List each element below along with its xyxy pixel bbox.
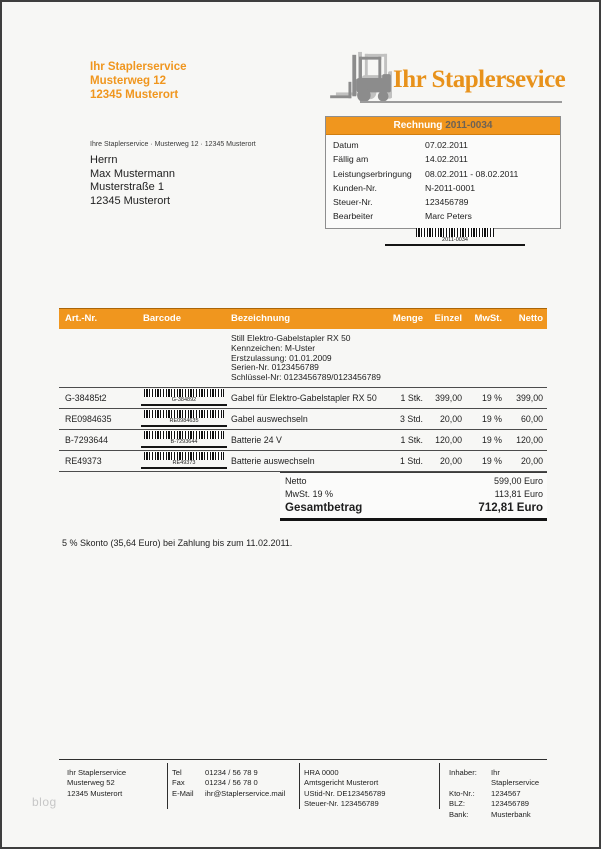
- col-einzel: Einzel: [434, 313, 462, 324]
- row-barcode: RE49373: [141, 452, 227, 469]
- recipient-name: Max Mustermann: [90, 167, 175, 180]
- barcode-image: [144, 389, 224, 397]
- barcode-image: [144, 410, 224, 418]
- col-art-nr: Art.-Nr.: [65, 313, 98, 324]
- total-netto: Netto 599,00 Euro: [285, 476, 543, 486]
- company-header: [90, 60, 187, 102]
- skonto-note: 5 % Skonto (35,64 Euro) bei Zahlung bis zum 11.02.2011.: [62, 538, 293, 548]
- watermark: blog: [32, 795, 57, 809]
- sender-line: Ihre Staplerservice · Musterweg 12 · 12345 Musterort: [90, 141, 256, 148]
- row-barcode: G-384892: [141, 389, 227, 406]
- footer-company-address: Ihr Staplerservice Musterweg 52 12345 Musterort: [67, 768, 127, 798]
- table-row: RE49373 RE49373 Batterie auswechseln 1 Std. 20,00 19 % 20,00: [59, 451, 547, 472]
- col-bezeichnung: Bezeichnung: [231, 313, 291, 324]
- invoice-title: [326, 117, 560, 135]
- items-table: [59, 308, 547, 472]
- company-street: Musterweg 12: [90, 75, 167, 87]
- footer-vline: [299, 763, 300, 809]
- table-row: RE0984635 RE0984635 Gabel auswechseln 3 Std. 20,00 19 % 60,00: [59, 409, 547, 430]
- invoice-field-leistung: Leistungserbringung 08.02.2011 - 08.02.2011: [333, 168, 519, 179]
- recipient-salutation: Herrn: [90, 154, 118, 166]
- invoice-barcode: [385, 228, 525, 246]
- col-netto: Netto: [518, 313, 543, 324]
- footer-email: ihr@Staplerservice.mail: [205, 788, 286, 798]
- col-mwst: MwSt.: [474, 313, 502, 324]
- footer-bank: Inhaber: Ihr Staplerservice Kto-Nr.: 1234567 BLZ: 123456789 Bank: Musterbank: [449, 768, 540, 819]
- footer-legal: HRA 0000 Amtsgericht Musterort UStid-Nr. DE123456789 Steuer-Nr. 123456789: [304, 768, 386, 809]
- total-mwst: MwSt. 19 % 113,81 Euro: [285, 488, 543, 499]
- footer-divider: [59, 759, 547, 760]
- col-menge: Menge: [392, 313, 423, 324]
- footer-vline: [439, 763, 440, 809]
- barcode-image: [144, 452, 224, 460]
- logo-underline: [360, 101, 562, 103]
- footer-contact: Tel 01234 / 56 78 9 Fax 01234 / 56 78 0 E-Mail ihr@Staplerservice.mail: [172, 768, 286, 798]
- invoice-field-bearbeiter: Bearbeiter Marc Peters: [333, 211, 472, 222]
- invoice-field-faellig: Fällig am 14.02.2011: [333, 154, 468, 165]
- invoice-info-box: [325, 116, 561, 229]
- recipient-city: 12345 Musterort: [90, 194, 171, 207]
- company-name: Ihr Staplerservice: [90, 61, 187, 73]
- table-row: G-38485t2 G-384892 Gabel für Elektro-Gabelstapler RX 50 1 Stk. 399,00 19 % 399,00: [59, 388, 547, 409]
- barcode-image: [416, 228, 494, 237]
- invoice-field-datum: Datum 07.02.2011: [333, 140, 468, 150]
- invoice-field-kundennr: Kunden-Nr. N-2011-0001: [333, 182, 476, 193]
- invoice-title-label: Rechnung: [393, 120, 443, 131]
- invoice-field-steuernr: Steuer-Nr. 123456789: [333, 197, 469, 208]
- invoice-number: 2011-0034: [445, 120, 493, 131]
- company-city: 12345 Musterort: [90, 89, 179, 101]
- recipient-street: Musterstraße 1: [90, 181, 164, 193]
- col-barcode: Barcode: [143, 313, 182, 324]
- barcode-image: [144, 431, 224, 439]
- table-row: B-7293644 B-7293644 Batterie 24 V 1 Stk. 120,00 19 % 120,00: [59, 430, 547, 451]
- row-barcode: B-7293644: [141, 431, 227, 448]
- total-gesamtbetrag: Gesamtbetrag 712,81 Euro: [285, 502, 543, 514]
- logo-wordmark: Ihr Staplersevice: [393, 66, 566, 93]
- machine-description-block: Still Elektro-Gabelstapler RX 50 Kennzeichen: M-Uster Erstzulassung: 01.01.2009 Serien-Nr. 0123456789 Schlüssel-Nr: 0123456789/0123456789: [59, 329, 547, 388]
- row-barcode: RE0984635: [141, 410, 227, 427]
- barcode-label: 2011-0034: [442, 237, 468, 243]
- footer-vline: [167, 763, 168, 809]
- recipient-address: [90, 154, 175, 208]
- totals-box: [280, 472, 547, 521]
- table-header: [59, 308, 547, 329]
